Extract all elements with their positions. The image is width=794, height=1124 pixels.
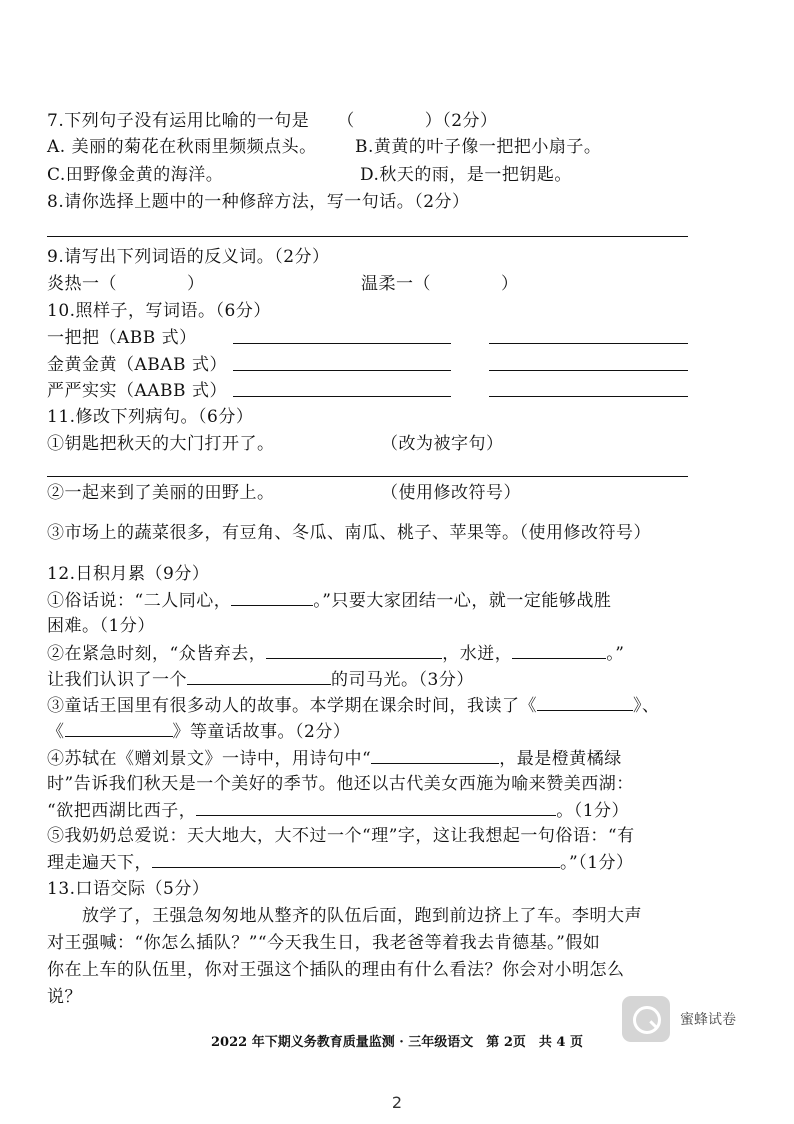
exam-footer: 2022 年下期义务教育质量监测 · 三年级语文 第 2页 共 4 页 [211, 1035, 583, 1050]
search-logo-icon [622, 996, 670, 1042]
q11-sentence-1-note: （改为被字句） [381, 434, 504, 454]
q12-line-2: 困难。（1分） [47, 616, 155, 636]
q7-option-b: B.黄黄的叶子像一把把小扇子。 [355, 137, 602, 157]
q10-row-1-blank-1 [233, 343, 451, 344]
q12-text: 。”只要大家团结一心，就一定能够战胜 [313, 591, 612, 611]
q11-sentence-1: ①钥匙把秋天的大门打开了。 [47, 434, 275, 454]
q12-text: 理走遍天下， [47, 853, 152, 873]
q12-blank [152, 851, 560, 868]
q8-title: 8.请你选择上题中的一种修辞方法，写一句话。（2分） [47, 192, 470, 212]
q12-text: 的司马光。（3分） [331, 670, 474, 690]
q10-row-3-blank-1 [233, 396, 451, 397]
q12-line-5 [47, 694, 660, 717]
q12-title: 12.日积月累（9分） [47, 564, 210, 584]
q11-answer-line [47, 476, 688, 477]
q12-blank [231, 589, 313, 606]
q7-option-c: C.田野像金黄的海洋。 [47, 165, 224, 185]
q12-text: 《 [47, 722, 65, 742]
q12-text: 。” [606, 644, 625, 664]
q12-blank [196, 799, 556, 816]
q12-text: 。（1分） [556, 801, 630, 821]
q12-line-1 [47, 589, 611, 612]
q12-text: ①俗话说：“二人同心， [47, 591, 232, 611]
q12-line-3 [47, 642, 624, 665]
q10-row-2-blank-1 [233, 370, 451, 371]
q12-text: 》、 [633, 696, 660, 716]
q7-answer-paren: （ ）（2分） [337, 111, 498, 131]
q12-line-6 [47, 720, 350, 743]
q12-blank [266, 642, 442, 659]
q12-text: ，最是橙黄橘绿 [499, 749, 622, 769]
q13-title: 13.口语交际（5分） [47, 879, 210, 899]
q12-text: ②在紧急时刻，“众皆弃去， [47, 644, 267, 664]
q12-line-10: ⑤我奶奶总爱说：天大地大，大不过一个“理”字，这让我想起一句俗语：“有 [47, 826, 635, 846]
q12-blank [371, 747, 499, 764]
q12-blank [187, 668, 331, 685]
q13-paragraph-line-2: 对王强喊：“你怎么插队？”“今天我生日，我老爸等着我去肯德基。”假如 [47, 933, 601, 953]
q10-title: 10.照样子，写词语。（6分） [47, 301, 271, 321]
q11-title: 11.修改下列病句。（6分） [47, 407, 254, 427]
q10-row-2-blank-2 [489, 370, 688, 371]
q12-line-9 [47, 799, 629, 822]
q7-option-d: D.秋天的雨，是一把钥匙。 [360, 165, 572, 185]
q12-line-8: 时”告诉我们秋天是一个美好的季节。他还以古代美女西施为喻来赞美西湖： [47, 774, 634, 794]
q12-line-7 [47, 747, 622, 770]
q9-item-1: 炎热一（ ） [47, 274, 205, 294]
q13-paragraph-line-3: 你在上车的队伍里，你对王强这个插队的理由有什么看法？你会对小明怎么 [47, 960, 625, 980]
q13-paragraph-line-4: 说？ [47, 987, 82, 1007]
q10-row-1-blank-2 [489, 343, 688, 344]
q11-sentence-3: ③市场上的蔬菜很多，有豆角、冬瓜、南瓜、桃子、苹果等。（使用修改符号） [47, 523, 651, 543]
q7-line [47, 110, 498, 132]
q12-text: 。”（1分） [560, 853, 634, 873]
q12-text: ，水迸， [442, 644, 513, 664]
watermark-text: 蜜蜂试卷 [680, 1012, 736, 1028]
q10-row-1-label: 一把把（ABB 式） [47, 328, 197, 348]
page-number: 2 [391, 1093, 403, 1112]
q8-answer-line [47, 236, 688, 237]
q12-text: “欲把西湖比西子， [47, 801, 197, 821]
q11-sentence-2-note: （使用修改符号） [381, 483, 521, 503]
q7-title: 7.下列句子没有运用比喻的一句是 [47, 111, 310, 131]
q10-row-3-blank-2 [489, 396, 688, 397]
q9-title: 9.请写出下列词语的反义词。（2分） [47, 247, 330, 267]
q12-line-4 [47, 668, 474, 691]
q12-text: ③童话王国里有很多动人的故事。本学期在课余时间，我读了《 [47, 696, 537, 716]
q12-blank [65, 720, 173, 737]
q9-item-2: 温柔一（ ） [361, 274, 519, 294]
q7-option-a: A. 美丽的菊花在秋雨里频频点头。 [47, 137, 317, 157]
q12-blank [537, 694, 633, 711]
q10-row-3-label: 严严实实（AABB 式） [47, 381, 227, 401]
q12-line-11 [47, 851, 634, 874]
q11-sentence-2: ②一起来到了美丽的田野上。 [47, 483, 275, 503]
q12-text: 让我们认识了一个 [47, 670, 187, 690]
q13-paragraph-line-1: 放学了，王强急匆匆地从整齐的队伍后面，跑到前边挤上了车。李明大声 [82, 906, 642, 926]
q12-text: ④苏轼在《赠刘景文》一诗中，用诗句中“ [47, 749, 372, 769]
q12-blank [512, 642, 606, 659]
q10-row-2-label: 金黄金黄（ABAB 式） [47, 355, 227, 375]
q12-text: 》等童话故事。（2分） [172, 722, 351, 742]
